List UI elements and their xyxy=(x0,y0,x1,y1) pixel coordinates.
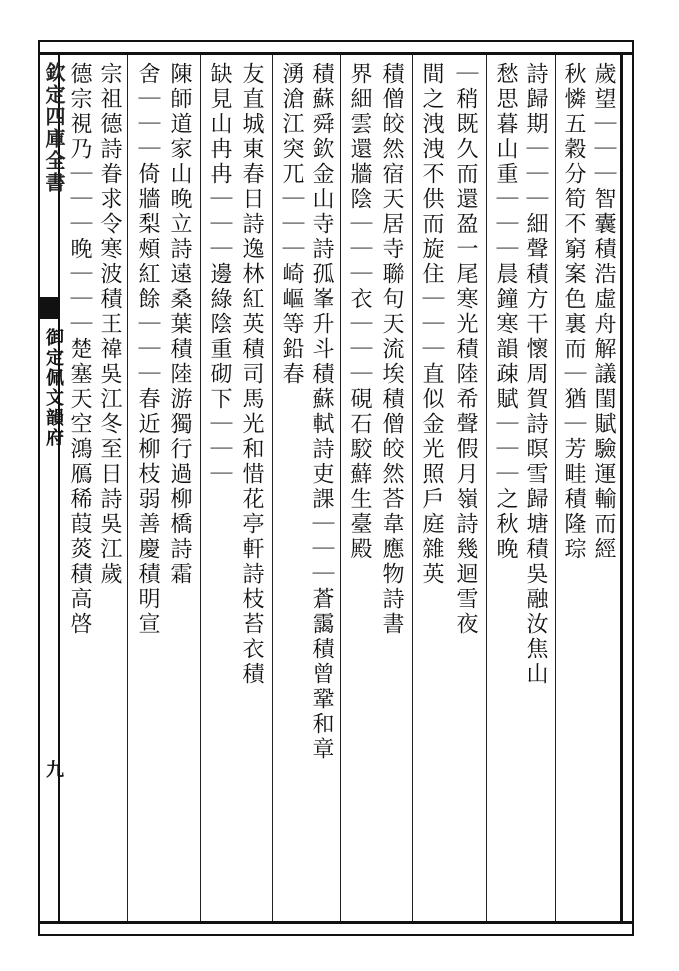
bottom-rule xyxy=(38,921,634,924)
text-column: 愁思暮山重｜｜｜晨鐘寒韻疎賦｜｜｜之秋晚 xyxy=(493,62,518,562)
text-column: 湧滄江突兀｜｜｜崎嶇等鉛春 xyxy=(279,62,304,387)
column-rule xyxy=(555,55,556,921)
page-number: 九 xyxy=(43,760,64,780)
gutter-fishtail-mark xyxy=(38,297,60,319)
text-column: 歲望｜｜｜智囊積浩虛舟解議閨賦驗運輸而經 xyxy=(591,62,616,562)
text-column: 界細雲還牆陰｜｜｜衣｜｜｜硯石駮蘚生臺殿 xyxy=(347,62,372,562)
text-column: 德宗視乃｜｜｜晚｜｜｜楚塞天空鴻鴈稀葭菼積高啓 xyxy=(67,62,92,637)
book-title: 御定佩文韻府 xyxy=(43,328,64,448)
text-column: 秋憐五穀分筍不窮案色裏而｜猶｜芳畦積隆琮 xyxy=(561,62,586,562)
text-column: 友直城東春日詩逸林紅英積司馬光和惜花亭軒詩枝苔衣積 xyxy=(239,62,264,687)
collection-title: 欽定四庫全書 xyxy=(42,62,66,194)
column-rule xyxy=(127,55,128,921)
column-rule xyxy=(272,55,273,921)
text-column: ｜稍既久而還盈一尾寒光積陸希聲假月嶺詩幾迴雪夜 xyxy=(453,62,478,637)
column-rule xyxy=(200,55,201,921)
column-rule xyxy=(412,55,413,921)
text-column: 陳師道家山晚立詩遠桑葉積陸游獨行過柳橋詩霜 xyxy=(167,62,192,587)
column-rule xyxy=(486,55,487,921)
right-rule xyxy=(620,52,623,924)
text-column: 宗祖德詩眷求令寒波積王禕吳江冬至日詩吳江歲 xyxy=(97,62,122,587)
text-column: 間之洩洩不供而旋住｜｜｜直似金光照戶庭雜英 xyxy=(419,62,444,587)
text-column: 積僧皎然宿天居寺聯句天流埃積僧皎然荅韋應物詩書 xyxy=(379,62,404,637)
column-rule xyxy=(340,55,341,921)
text-column: 缺見山冉冉｜｜｜邊綠陰重砌下｜｜｜ xyxy=(207,62,232,487)
text-column: 積蘇舜欽金山寺詩孤峯升斗積蘇軾詩吏課｜｜｜蒼靄積曾鞏和章 xyxy=(309,62,334,762)
text-column: 舍｜｜｜倚牆梨頰紅餘｜｜｜春近柳枝弱善慶積明宣 xyxy=(135,62,160,637)
text-column: 詩歸期｜｜｜細聲積方干懷周賀詩暝雪歸塘積吳融汝焦山 xyxy=(523,62,548,687)
